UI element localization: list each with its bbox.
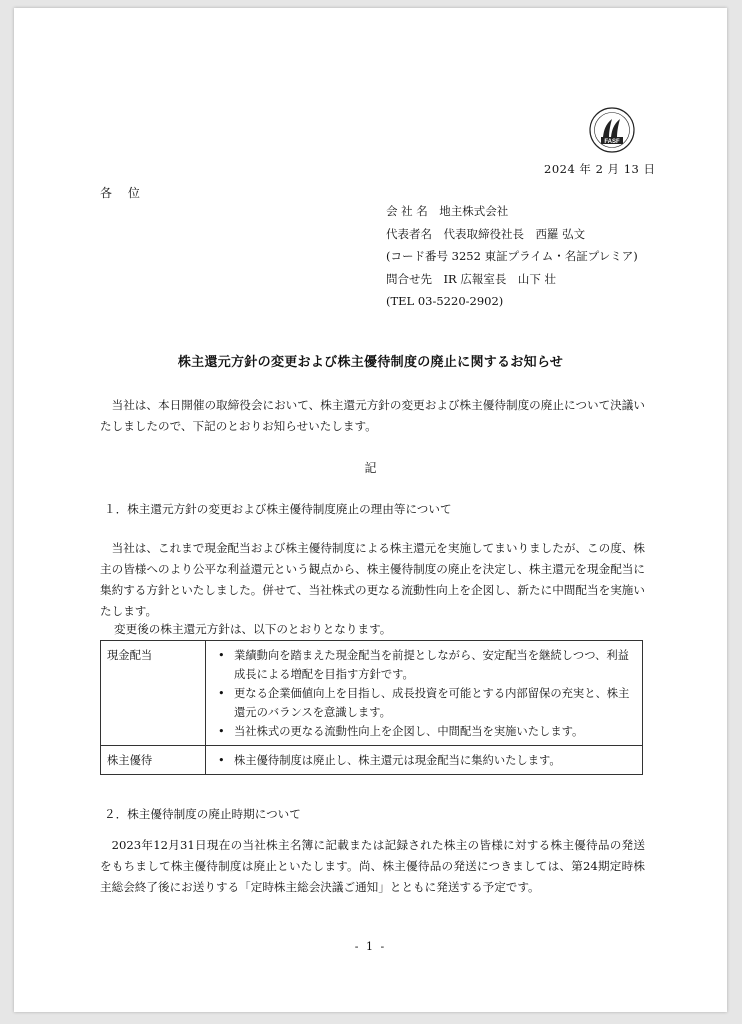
list-item xyxy=(212,646,636,684)
contact-line: 問合せ先 IR 広報室長 山下 壮 xyxy=(386,271,557,286)
company-info-block xyxy=(386,200,638,313)
addressee: 各 位 xyxy=(100,186,146,200)
section1-body: 当社は、これまで現金配当および株主優待制度による株主還元を実施してまいりましたが、この度、株主の皆様へのより公平な利益還元という観点から、株主優待制度の廃止を決定し、株主還元を現金配当に集約する方針といたしました。併せて、当社株式の更なる流動性向上を企図し、新たに中間配当を実施いたします。 xyxy=(100,541,645,618)
bullet-text: 更なる企業価値向上を目指し、成長投資を可能とする内部留保の充実と、株主還元のバランスを意識します。 xyxy=(234,687,630,719)
bullet-text: 当社株式の更なる流動性向上を企図し、中間配当を実施いたします。 xyxy=(234,725,584,738)
section2-body: 2023年12月31日現在の当社株主名簿に記載または記録された株主の皆様に対する株主優待品の発送をもちまして株主優待制度は廃止といたします。尚、株主優待品の発送につきましては、第24期定時株主総会終了後にお送りする「定時株主総会決議ご通知」とともに発送する予定です。 xyxy=(100,838,645,894)
intro-paragraph: 当社は、本日開催の取締役会において、株主還元方針の変更および株主優待制度の廃止について決議いたしましたので、下記のとおりお知らせいたします。 xyxy=(100,398,645,433)
table-row xyxy=(101,641,643,746)
row-label-shareholder-benefit: 株主優待 xyxy=(101,746,206,775)
bullet-icon: • xyxy=(218,687,225,700)
fasf-logo-icon xyxy=(588,106,636,154)
bullet-icon: • xyxy=(218,649,225,662)
company-name-line: 会 社 名 地主株式会社 xyxy=(386,204,509,218)
row-content-shareholder-benefit xyxy=(206,746,643,775)
document-page xyxy=(14,8,727,1012)
svg-text:FASF: FASF xyxy=(604,139,620,145)
bullet-text: 株主優待制度は廃止し、株主還元は現金配当に集約いたします。 xyxy=(234,754,561,767)
table-row xyxy=(101,746,643,775)
list-item xyxy=(212,684,636,722)
release-date: 2024 年 2 月 13 日 xyxy=(544,162,656,176)
section2-heading: ２．株主優待制度の廃止時期について xyxy=(104,807,301,821)
bullet-icon: • xyxy=(218,725,225,738)
bullet-icon: • xyxy=(218,754,225,767)
shareholder-return-policy-table xyxy=(100,640,643,775)
document-title: 株主還元方針の変更および株主優待制度の廃止に関するお知らせ xyxy=(177,355,564,370)
list-item xyxy=(212,751,636,770)
bullet-text: 業績動向を踏まえた現金配当を前提としながら、安定配当を継続しつつ、利益成長による増配を目指す方針です。 xyxy=(234,649,629,681)
ki-marker: 記 xyxy=(364,461,377,475)
representative-line: 代表者名 代表取締役社長 西羅 弘文 xyxy=(386,226,586,241)
page-number: - 1 - xyxy=(354,940,387,953)
stock-code-line: (コード番号 3252 東証プライム・名証プレミア) xyxy=(386,249,638,263)
tel-line: (TEL 03-5220-2902) xyxy=(386,294,504,308)
row-label-cash-dividend: 現金配当 xyxy=(101,641,206,746)
fasf-logo xyxy=(588,106,636,154)
section1-lead: 変更後の株主還元方針は、以下のとおりとなります。 xyxy=(114,622,392,636)
section1-heading: １．株主還元方針の変更および株主優待制度廃止の理由等について xyxy=(104,502,452,516)
row-content-cash-dividend xyxy=(206,641,643,746)
list-item xyxy=(212,722,636,741)
